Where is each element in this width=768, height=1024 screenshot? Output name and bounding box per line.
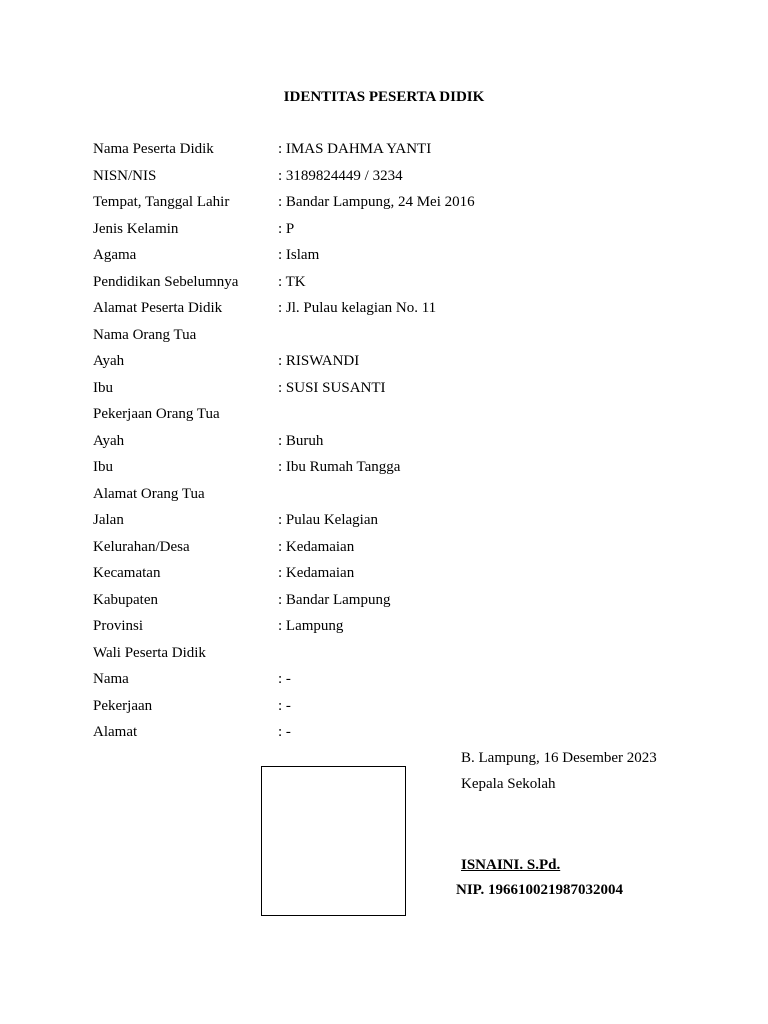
field-row-jenis-kelamin xyxy=(93,219,693,246)
field-row-pendidikan-sebelumnya xyxy=(93,272,693,299)
field-row-pekerjaan-ibu xyxy=(93,457,693,484)
field-value: : 3189824449 / 3234 xyxy=(278,167,403,184)
field-value: : Pulau Kelagian xyxy=(278,512,378,528)
field-value: : Bandar Lampung xyxy=(278,591,391,608)
field-label: Pendidikan Sebelumnya xyxy=(93,273,239,290)
field-row-agama xyxy=(93,245,693,272)
field-label: Nama Peserta Didik xyxy=(93,141,214,157)
field-label: Kabupaten xyxy=(93,591,158,608)
field-label: Ibu xyxy=(93,379,113,396)
field-row-nama-ayah xyxy=(93,351,693,378)
field-label: Kelurahan/Desa xyxy=(93,538,190,555)
field-row-kecamatan xyxy=(93,563,693,590)
identity-fields xyxy=(93,139,693,749)
field-value: : Lampung xyxy=(278,618,344,634)
field-label: Jalan xyxy=(93,512,124,528)
field-label: Alamat xyxy=(93,724,138,740)
field-row-provinsi xyxy=(93,616,693,643)
field-row-nama-wali xyxy=(93,669,693,696)
section-heading-wali-peserta-didik xyxy=(93,643,693,670)
field-value: : Buruh xyxy=(278,432,324,449)
section-label: Alamat Orang Tua xyxy=(93,485,205,502)
field-label: Ibu xyxy=(93,459,113,475)
field-label: Pekerjaan xyxy=(93,697,153,714)
field-label: NISN/NIS xyxy=(93,167,157,184)
field-label: Agama xyxy=(93,247,137,263)
field-row-jalan xyxy=(93,510,693,537)
signature-position: Kepala Sekolah xyxy=(461,776,556,792)
page-title: IDENTITAS PESERTA DIDIK xyxy=(283,89,485,105)
field-row-pekerjaan-ayah xyxy=(93,431,693,458)
field-label: Nama xyxy=(93,671,129,687)
section-heading-alamat-orang-tua xyxy=(93,484,693,511)
field-label: Provinsi xyxy=(93,618,144,634)
signature-place-date: B. Lampung, 16 Desember 2023 xyxy=(461,750,657,766)
field-value: : SUSI SUSANTI xyxy=(278,379,386,396)
field-value: : Jl. Pulau kelagian No. 11 xyxy=(278,300,437,316)
field-row-alamat-peserta-didik xyxy=(93,298,693,325)
field-row-tempat-tanggal-lahir xyxy=(93,192,693,219)
signature-nip: NIP. 196610021987032004 xyxy=(456,882,623,898)
section-label: Nama Orang Tua xyxy=(93,326,197,343)
field-value: : IMAS DAHMA YANTI xyxy=(278,141,432,157)
field-label: Ayah xyxy=(93,353,125,369)
field-value: : Bandar Lampung, 24 Mei 2016 xyxy=(278,194,475,210)
section-label: Pekerjaan Orang Tua xyxy=(93,406,220,422)
field-label: Alamat Peserta Didik xyxy=(93,300,223,316)
field-row-alamat-wali xyxy=(93,722,693,749)
field-label: Ayah xyxy=(93,432,125,449)
field-label: Tempat, Tanggal Lahir xyxy=(93,194,230,210)
field-row-kabupaten xyxy=(93,590,693,617)
section-label: Wali Peserta Didik xyxy=(93,644,206,661)
field-row-kelurahan-desa xyxy=(93,537,693,564)
field-label: Kecamatan xyxy=(93,565,161,581)
field-label: Jenis Kelamin xyxy=(93,220,179,237)
field-row-nisn-nis xyxy=(93,166,693,193)
field-value: : Ibu Rumah Tangga xyxy=(278,459,401,475)
signature-name: ISNAINI. S.Pd. xyxy=(461,857,561,873)
photo-placeholder xyxy=(261,766,406,916)
field-value: : RISWANDI xyxy=(278,353,360,369)
field-row-pekerjaan-wali xyxy=(93,696,693,723)
section-heading-nama-orang-tua xyxy=(93,325,693,352)
field-row-nama-ibu xyxy=(93,378,693,405)
field-value: : Kedamaian xyxy=(278,538,355,555)
field-value: : - xyxy=(278,671,291,687)
field-value: : - xyxy=(278,724,291,740)
section-heading-pekerjaan-orang-tua xyxy=(93,404,693,431)
field-value: : Kedamaian xyxy=(278,565,355,581)
field-value: : TK xyxy=(278,273,306,290)
field-value: : - xyxy=(278,697,291,714)
field-row-nama-peserta-didik xyxy=(93,139,693,166)
field-value: : Islam xyxy=(278,247,320,263)
field-value: : P xyxy=(278,220,295,237)
